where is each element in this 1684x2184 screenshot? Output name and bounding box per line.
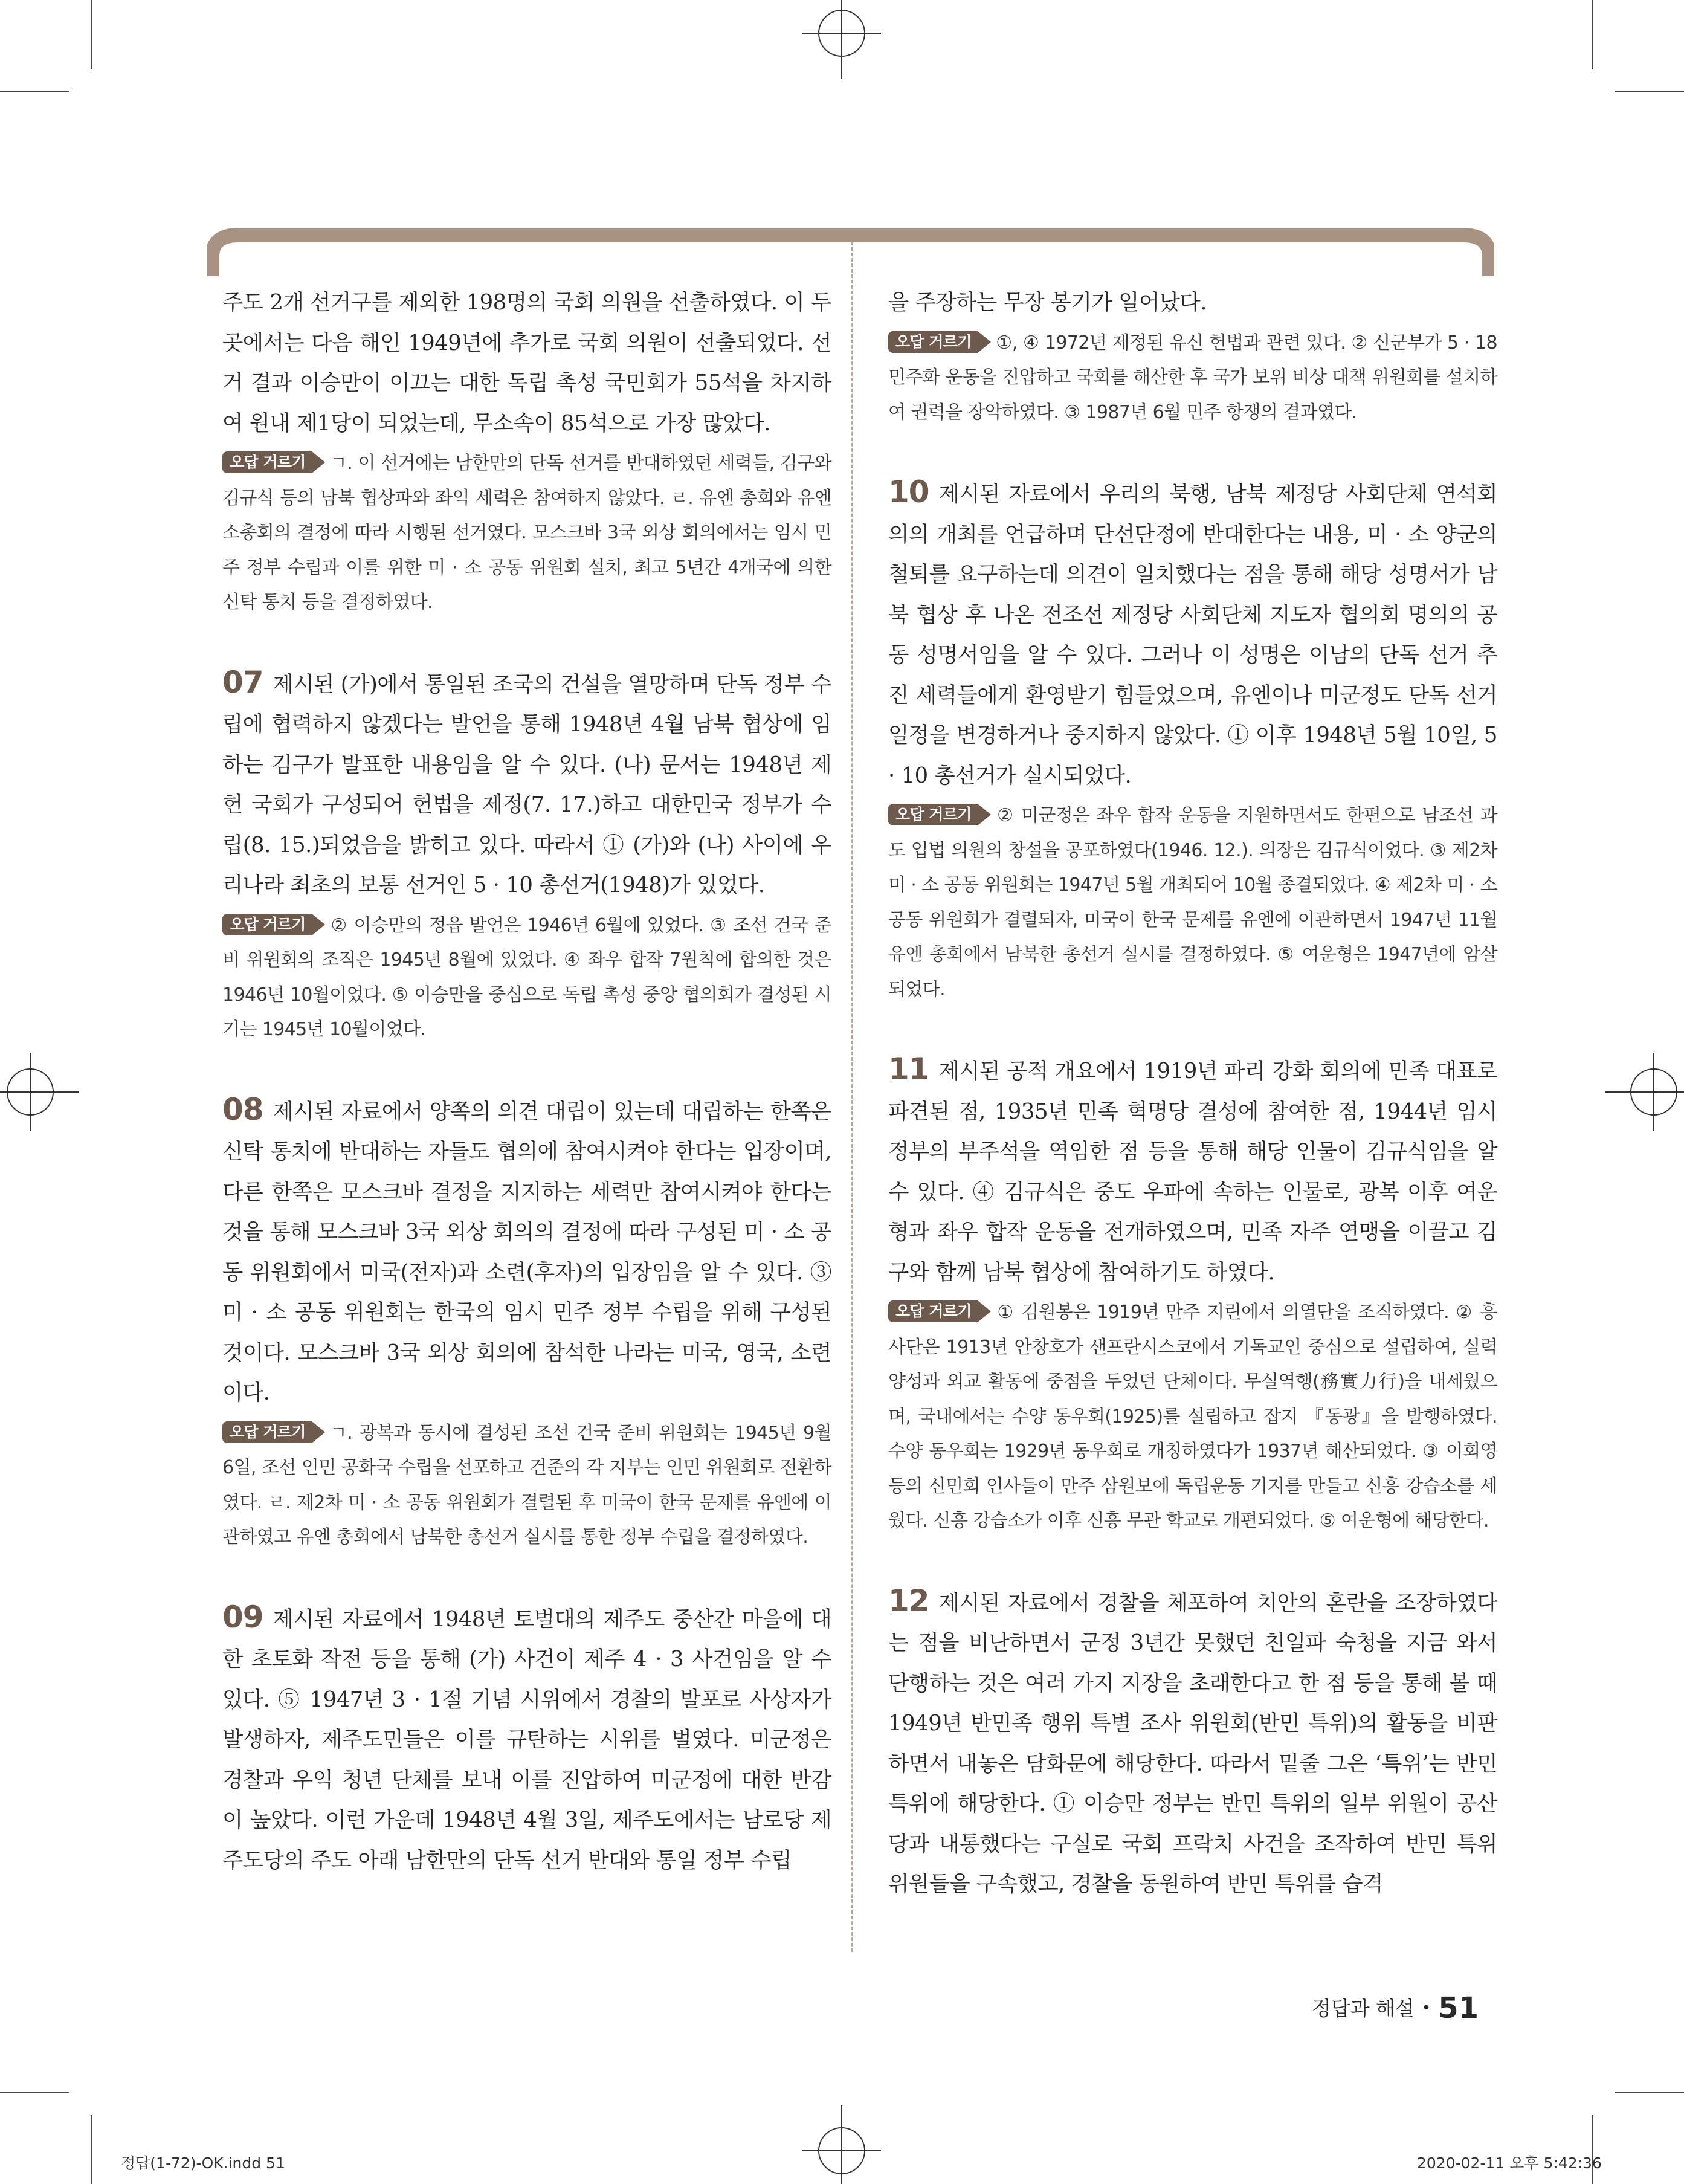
- answer-text: 제시된 (가)에서 통일된 조국의 건설을 열망하며 단독 정부 수립에 협력하지 않겠다는 발언을 통해 1948년 4월 남북 협상에 임하는 김구가 발표한 내용임을 알 수 있다. (나) 문서는 1948년 제헌 국회가 구성되어 헌법을 제정(7. 17.)하고 대한민국 정부가 수립(8. 15.)되었음을 밝히고 있다. 따라서 ① (가)와 (나) 사이에 우리나라 최초의 보통 선거인 5 · 10 총선거(1948)가 있었다.: [222, 671, 831, 897]
- question-number: 10: [888, 474, 929, 509]
- registration-mark-right: [1605, 1053, 1684, 1131]
- registration-mark-bottom: [802, 2105, 881, 2184]
- page-number: 51: [1438, 1991, 1479, 2025]
- answer-text: 제시된 자료에서 양쪽의 의견 대립이 있는데 대립하는 한쪽은 신탁 통치에 반대하는 자들도 협의에 참여시켜야 한다는 입장이며, 다른 한쪽은 모스크바 결정을 지지하는 세력만 참여시켜야 한다는 것을 통해 모스크바 3국 외상 회의의 결정에 따라 구성된 미 · 소 공동 위원회에서 미국(전자)과 소련(후자)의 입장임을 알 수 있다. ③ 미 · 소 공동 위원회는 한국의 임시 민주 정부 수립을 위해 구성된 것이다. 모스크바 3국 외상 회의에 참석한 나라는 미국, 영국, 소련이다.: [222, 1099, 831, 1405]
- question-number: 11: [888, 1052, 929, 1087]
- wrong-answer-note: [222, 446, 831, 620]
- question-11: [888, 1049, 1497, 1293]
- question-number: 09: [222, 1599, 263, 1635]
- question-12: [888, 1581, 1497, 1905]
- answer-text: 제시된 자료에서 경찰을 체포하여 치안의 혼란을 조장하였다는 점을 비난하면서 군정 3년간 못했던 친일파 숙청을 지금 와서 단행하는 것은 여러 가지 지장을 초래한다고 한 점 등을 통해 볼 때 1949년 반민족 행위 특별 조사 위원회(반민 특위)의 활동을 비판하면서 내놓은 담화문에 해당한다. 따라서 밑줄 그은 ‘특위’는 반민 특위에 해당한다. ① 이승만 정부는 반민 특위의 일부 위원이 공산당과 내통했다는 구실로 국회 프락치 사건을 조작하여 반민 특위 위원들을 구속했고, 경찰을 동원하여 반민 특위를 습격: [888, 1590, 1497, 1896]
- footer-bullet: •: [1421, 1999, 1431, 2017]
- wrong-answer-tag: 오답 거르기: [888, 331, 978, 353]
- note-text: ① 김원봉은 1919년 만주 지린에서 의열단을 조직하였다. ② 흥사단은 1913년 안창호가 샌프란시스코에서 기독교인 중심으로 설립하여, 실력 양성과 외교 활동에 중점을 두었던 단체이다. 무실역행(務實力行)을 내세웠으며, 국내에서는 수양 동우회(1925)를 설립하고 잡지 『동광』을 발행하였다. 수양 동우회는 1929년 동우회로 개칭하였다가 1937년 해산되었다. ③ 이회영 등의 신민회 인사들이 만주 삼원보에 독립운동 기지를 만들고 신흥 강습소를 세웠다. 신흥 강습소가 이후 신흥 무관 학교로 개편되었다. ⑤ 여운형에 해당한다.: [888, 1302, 1497, 1531]
- note-text: ㄱ. 이 선거에는 남한만의 단독 선거를 반대하였던 세력들, 김구와 김규식 등의 남북 협상파와 좌익 세력은 참여하지 않았다. ㄹ. 유엔 총회와 유엔 소총회의 결정에 따라 시행된 선거였다. 모스크바 3국 외상 회의에서는 임시 민주 정부 수립과 이를 위한 미 · 소 공동 위원회 설치, 최고 5년간 4개국에 의한 신탁 통치 등을 결정하였다.: [222, 453, 831, 613]
- crop-mark: [1592, 2115, 1593, 2184]
- wrong-answer-tag: 오답 거르기: [222, 914, 312, 935]
- page-footer: [1312, 1991, 1479, 2025]
- crop-mark: [1615, 91, 1684, 92]
- question-number: 07: [222, 664, 263, 700]
- slug-date: 2020-02-11 오후 5:42:36: [1417, 2154, 1602, 2172]
- wrong-answer-tag: 오답 거르기: [888, 804, 978, 825]
- question-08: [222, 1090, 831, 1413]
- wrong-answer-tag: 오답 거르기: [222, 451, 312, 473]
- wrong-answer-note: [222, 908, 831, 1047]
- crop-mark: [0, 91, 69, 92]
- note-text: ①, ④ 1972년 제정된 유신 헌법과 관련 있다. ② 신군부가 5 · 18 민주화 운동을 진압하고 국회를 해산한 후 국가 보위 비상 대책 위원회를 설치하여 권력을 장악하였다. ③ 1987년 6월 민주 항쟁의 결과였다.: [888, 332, 1497, 423]
- question-09: [222, 1597, 831, 1881]
- footer-label: 정답과 해설: [1311, 1997, 1415, 2020]
- answer-text: 제시된 공적 개요에서 1919년 파리 강화 회의에 민족 대표로 파견된 점, 1935년 민족 혁명당 결성에 참여한 점, 1944년 임시 정부의 부주석을 역임한 점 등을 통해 해당 인물이 김규식임을 알 수 있다. ④ 김규식은 중도 우파에 속하는 인물로, 광복 이후 여운형과 좌우 합작 운동을 전개하였으며, 민족 자주 연맹을 이끌고 김구와 함께 남북 협상에 참여하기도 하였다.: [888, 1059, 1497, 1285]
- column-divider: [851, 242, 853, 1952]
- crop-mark: [1592, 0, 1593, 69]
- crop-mark: [0, 2092, 69, 2093]
- registration-mark-top: [802, 0, 881, 79]
- wrong-answer-note: [222, 1416, 831, 1555]
- note-text: ② 미군정은 좌우 합작 운동을 지원하면서도 한편으로 남조선 과도 입법 의원의 창설을 공포하였다(1946. 12.). 의장은 김규식이었다. ③ 제2차 미 · 소 공동 위원회는 1947년 5월 개최되어 10월 종결되었다. ④ 제2차 미 · 소 공동 위원회가 결렬되자, 미국이 한국 문제를 유엔에 이관하면서 1947년 11월 유엔 총회에서 남북한 총선거 실시를 결정하였다. ⑤ 여운형은 1947년에 암살되었다.: [888, 805, 1497, 1000]
- answer-text: 제시된 자료에서 1948년 토벌대의 제주도 중산간 마을에 대한 초토화 작전 등을 통해 (가) 사건이 제주 4 · 3 사건임을 알 수 있다. ⑤ 1947년 3 · 1절 기념 시위에서 경찰의 발포로 사상자가 발생하자, 제주도민들은 이를 규탄하는 시위를 벌였다. 미군정은 경찰과 우익 청년 단체를 보내 이를 진압하여 미군정에 대한 반감이 높았다. 이런 가운데 1948년 4월 3일, 제주도에서는 남로당 제주도당의 주도 아래 남한만의 단독 선거 반대와 통일 정부 수립: [222, 1606, 831, 1873]
- crop-mark: [91, 0, 92, 69]
- wrong-answer-note: [888, 326, 1497, 430]
- note-text: ② 이승만의 정읍 발언은 1946년 6월에 있었다. ③ 조선 건국 준비 위원회의 조직은 1945년 8월에 있었다. ④ 좌우 합작 7원칙에 합의한 것은 1946년 10월이었다. ⑤ 이승만을 중심으로 독립 촉성 중앙 협의회가 결성된 시기는 1945년 10월이었다.: [222, 914, 831, 1040]
- note-text: ㄱ. 광복과 동시에 결성된 조선 건국 준비 위원회는 1945년 9월 6일, 조선 인민 공화국 수립을 선포하고 건준의 각 지부는 인민 위원회로 전환하였다. ㄹ. 제2차 미 · 소 공동 위원회가 결렬된 후 미국이 한국 문제를 유엔에 이관하였고 유엔 총회에서 남북한 총선거 실시를 통한 정부 수립을 결정하였다.: [222, 1422, 831, 1548]
- registration-mark-left: [0, 1053, 79, 1131]
- wrong-answer-tag: 오답 거르기: [222, 1421, 312, 1443]
- right-column: [888, 283, 1497, 1905]
- wrong-answer-note: [888, 798, 1497, 1007]
- crop-mark: [91, 2115, 92, 2184]
- slug-file: 정답(1-72)-OK.indd 51: [121, 2154, 285, 2172]
- wrong-answer-tag: 오답 거르기: [888, 1300, 978, 1322]
- question-number: 12: [888, 1583, 929, 1618]
- question-number: 08: [222, 1091, 263, 1127]
- left-column: [222, 283, 831, 1881]
- crop-mark: [1615, 2092, 1684, 2093]
- answer-text: 제시된 자료에서 우리의 북행, 남북 제정당 사회단체 연석회의의 개최를 언급하며 단선단정에 반대한다는 내용, 미 · 소 양군의 철퇴를 요구하는데 의견이 일치했다는 점을 통해 해당 성명서가 남북 협상 후 나온 전조선 제정당 사회단체 지도자 협의회 명의의 공동 성명서임을 알 수 있다. 그러나 이 성명은 이남의 단독 선거 추진 세력들에게 환영받기 힘들었으며, 유엔이나 미군정도 단독 선거 일정을 변경하거나 중지하지 않았다. ① 이후 1948년 5월 10일, 5 · 10 총선거가 실시되었다.: [888, 482, 1497, 788]
- question-07: [222, 662, 831, 906]
- wrong-answer-note: [888, 1295, 1497, 1539]
- answer-text: 주도 2개 선거구를 제외한 198명의 국회 의원을 선출하였다. 이 두 곳에서는 다음 해인 1949년에 추가로 국회 의원이 선출되었다. 선거 결과 이승만이 이끄는 대한 독립 촉성 국민회가 55석을 차지하여 원내 제1당이 되었는데, 무소속이 85석으로 가장 많았다.: [222, 290, 831, 436]
- answer-text: 을 주장하는 무장 봉기가 일어났다.: [888, 290, 1207, 315]
- question-10: [888, 472, 1497, 796]
